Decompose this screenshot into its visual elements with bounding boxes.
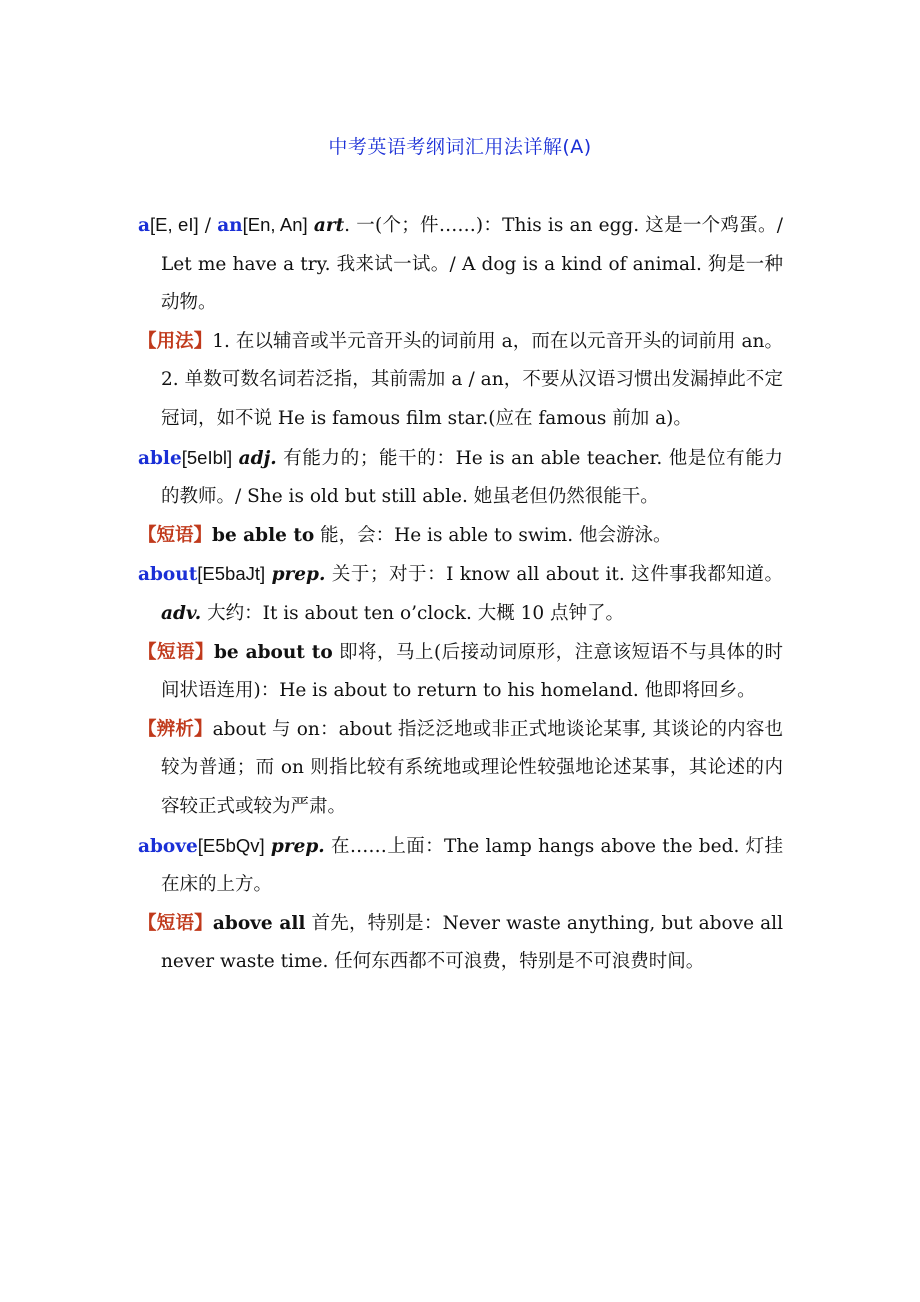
entry-able (138, 439, 783, 517)
part-of-speech-2: adv. (161, 602, 202, 624)
separator: / (198, 215, 218, 236)
page-title: 中考英语考纲词汇用法详解(A) (328, 136, 592, 158)
headword-able: able (138, 447, 182, 469)
headword-an: an (217, 215, 243, 236)
phrase-able (138, 517, 783, 556)
usage-text: 1. 在以辅音或半元音开头的词前用 a，而在以元音开头的词前用 an。2. 单数可数名词若泛指，其前需加 a / an，不要从汉语习惯出发漏掉此不定冠词，如不说 He is famous film star.(应在 famous 前加 a)。 (161, 330, 783, 429)
part-of-speech: prep. (270, 835, 325, 857)
definition-text: . 一(个；件……)：This is an egg. 这是一个鸡蛋。/ Let me have a try. 我来试一试。/ A dog is a kind of animal. 狗是一种动物。 (161, 215, 783, 314)
headword-about: about (138, 564, 198, 586)
phrase-tag: 【短语】 (138, 912, 213, 934)
distinction-tag: 【辨析】 (138, 718, 213, 740)
usage-tag: 【用法】 (138, 330, 213, 352)
distinction-about (138, 711, 783, 827)
definition-text: 关于；对于：I know all about it. 这件事我都知道。 (325, 564, 783, 586)
headword-above: above (138, 835, 198, 857)
definition-text: 有能力的；能干的：He is an able teacher. 他是位有能力的教师。/ She is old but still able. 她虽老但仍然很能干。 (161, 447, 783, 508)
phrase-tag: 【短语】 (138, 641, 214, 663)
phrase-definition: 能，会：He is able to swim. 他会游泳。 (314, 524, 672, 546)
entry-above (138, 827, 783, 905)
phonetic-about: [E5baJt] (197, 563, 266, 585)
headword-a: a (138, 215, 150, 236)
usage-a (138, 323, 783, 439)
phonetic-above: [E5bQv] (197, 834, 265, 856)
vocabulary-content (138, 206, 783, 982)
phrase-text: be about to (213, 641, 333, 663)
definition-text: 在……上面：The lamp hangs above the bed. 灯挂在床的上方。 (161, 835, 783, 896)
part-of-speech: art (313, 215, 345, 236)
part-of-speech: prep. (271, 564, 326, 586)
phonetic-an: [En, An] (242, 214, 308, 235)
entry-about (138, 555, 783, 633)
phonetic-a: [E, eI] (150, 214, 199, 235)
phrase-definition: 首先，特别是：Never waste anything, but above all never waste time. 任何东西都不可浪费，特别是不可浪费时间。 (161, 912, 783, 973)
phrase-above (138, 905, 783, 982)
phrase-definition: 即将，马上(后接动词原形，注意该短语不与具体的时间状语连用)：He is about to return to his homeland. 他即将回乡。 (161, 641, 783, 702)
phrase-about (138, 634, 783, 711)
phrase-text: be able to (212, 524, 315, 546)
phrase-text: above all (212, 912, 306, 934)
phonetic-able: [5eIbl] (181, 446, 233, 468)
definition-text-2: 大约：It is about ten o’clock. 大概 10 点钟了。 (201, 602, 625, 624)
distinction-text: about 与 on：about 指泛泛地或非正式地谈论某事, 其谈论的内容也较为普通；而 on 则指比较有系统地或理论性较强地论述某事，其论述的内容较正式或较为严肃。 (161, 718, 783, 817)
part-of-speech: adj. (238, 447, 277, 469)
phrase-tag: 【短语】 (138, 524, 213, 546)
entry-a (138, 206, 783, 323)
